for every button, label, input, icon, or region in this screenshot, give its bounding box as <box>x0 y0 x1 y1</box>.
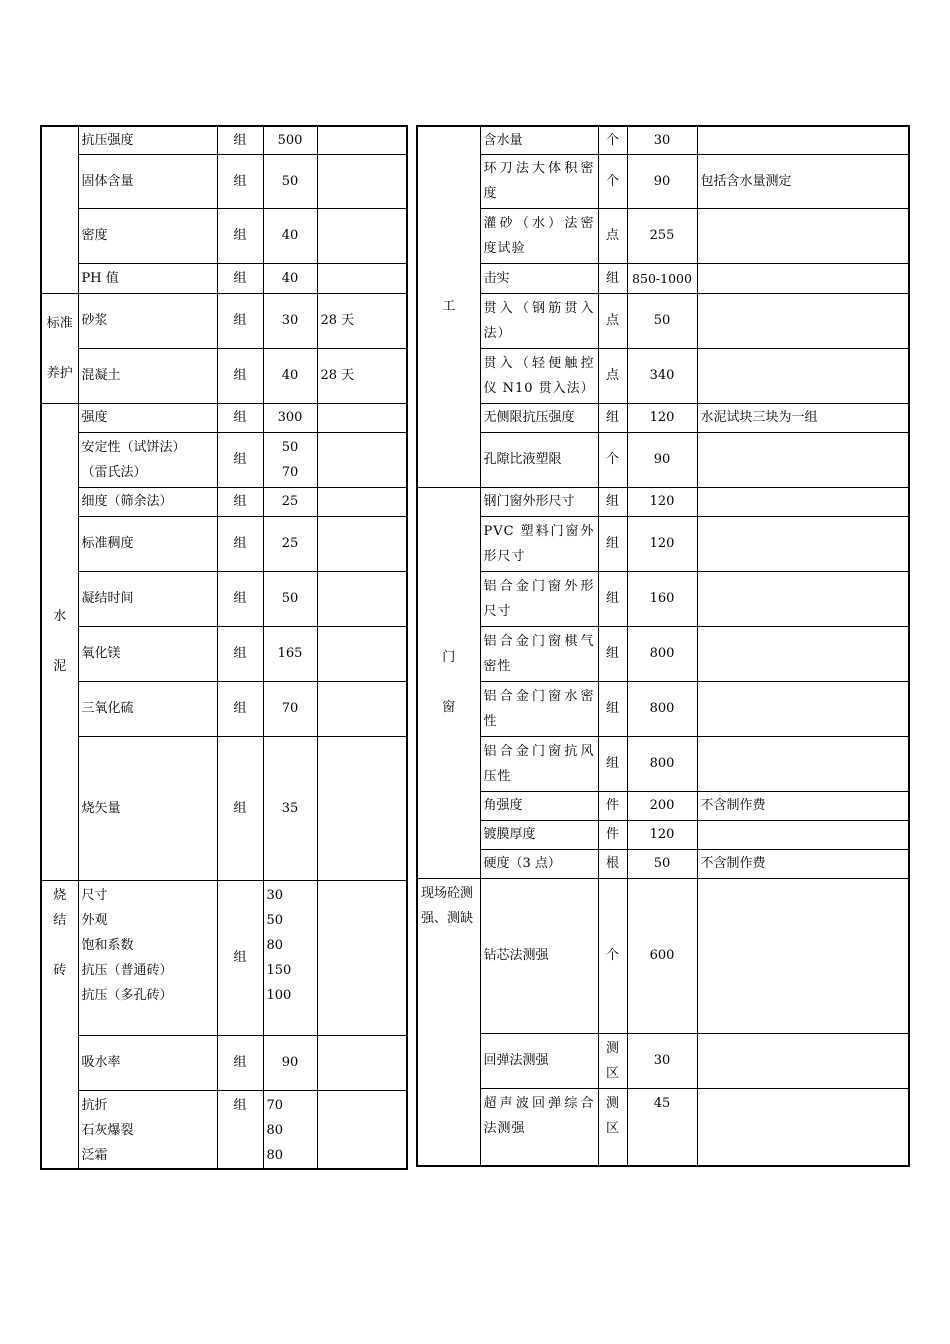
unit-cell: 组 <box>217 1090 263 1169</box>
note-cell <box>317 1090 407 1169</box>
table-row <box>41 880 407 1035</box>
table-row <box>417 208 909 263</box>
table-row <box>417 736 909 791</box>
note-cell <box>697 1033 909 1088</box>
note-cell <box>317 736 407 880</box>
table-row <box>417 348 909 403</box>
table-row <box>417 878 909 1033</box>
unit-cell: 组 <box>217 736 263 880</box>
price-cell: 600 <box>627 878 697 1033</box>
item-cell: 三氧化硫 <box>78 681 217 736</box>
table-row <box>417 126 909 154</box>
price-cell: 30 <box>627 1033 697 1088</box>
table-row <box>41 403 407 432</box>
note-cell <box>697 348 909 403</box>
unit-cell: 个 <box>598 878 627 1033</box>
group-label-door-window: 门 窗 <box>417 487 480 878</box>
note-cell <box>697 878 909 1033</box>
note-cell <box>697 626 909 681</box>
note-cell <box>697 681 909 736</box>
unit-cell: 组 <box>598 571 627 626</box>
item-cell: 凝结时间 <box>78 571 217 626</box>
item-cell: 钢门窗外形尺寸 <box>480 487 598 516</box>
unit-cell: 测 区 <box>598 1033 627 1088</box>
group-cell-blank <box>41 126 78 293</box>
table-row <box>417 154 909 208</box>
item-cell: 混凝土 <box>78 348 217 403</box>
item-cell: 孔隙比液塑限 <box>480 432 598 487</box>
group-label-std-cure: 标准 养护 <box>41 293 78 403</box>
price-cell: 40 <box>263 208 317 263</box>
item-cell: 镀膜厚度 <box>480 820 598 849</box>
item-cell: 铝合金门窗棋气密性 <box>480 626 598 681</box>
price-cell: 90 <box>263 1035 317 1090</box>
note-cell <box>697 736 909 791</box>
note-cell <box>697 487 909 516</box>
price-cell: 160 <box>627 571 697 626</box>
price-cell: 50 70 <box>263 432 317 487</box>
item-cell: 吸水率 <box>78 1035 217 1090</box>
item-cell: 无侧限抗压强度 <box>480 403 598 432</box>
table-row <box>417 1033 909 1088</box>
group-label-gong: 工 <box>417 126 480 487</box>
table-row <box>417 516 909 571</box>
table-row <box>417 681 909 736</box>
table-row <box>41 516 407 571</box>
unit-cell: 组 <box>598 516 627 571</box>
note-cell <box>317 681 407 736</box>
unit-cell: 点 <box>598 348 627 403</box>
note-cell <box>697 126 909 154</box>
item-cell: 含水量 <box>480 126 598 154</box>
note-cell <box>317 880 407 1035</box>
table-row <box>41 626 407 681</box>
table-row <box>417 571 909 626</box>
note-cell <box>317 263 407 293</box>
item-cell: 固体含量 <box>78 154 217 208</box>
price-cell: 50 <box>627 849 697 878</box>
table-row <box>41 681 407 736</box>
price-cell: 120 <box>627 516 697 571</box>
item-cell: 角强度 <box>480 791 598 820</box>
table-row <box>41 571 407 626</box>
price-cell: 90 <box>627 154 697 208</box>
price-cell: 800 <box>627 626 697 681</box>
table-row <box>417 1088 909 1166</box>
table-row <box>417 487 909 516</box>
item-cell: 钻芯法测强 <box>480 878 598 1033</box>
item-cell: 环刀法大体积密度 <box>480 154 598 208</box>
note-cell: 不含制作费 <box>697 791 909 820</box>
item-cell: 细度（筛余法） <box>78 487 217 516</box>
item-cell: 标准稠度 <box>78 516 217 571</box>
table-row <box>41 1090 407 1169</box>
note-cell: 28 天 <box>317 348 407 403</box>
item-cell: 贯入（轻便触控仪 N10 贯入法） <box>480 348 598 403</box>
item-cell: 氧化镁 <box>78 626 217 681</box>
note-cell <box>317 571 407 626</box>
price-cell: 50 <box>263 571 317 626</box>
price-cell: 90 <box>627 432 697 487</box>
price-cell: 70 80 80 <box>263 1090 317 1169</box>
item-cell: 贯入（钢筋贯入法） <box>480 293 598 348</box>
item-cell: 硬度（3 点） <box>480 849 598 878</box>
note-cell <box>317 154 407 208</box>
unit-cell: 组 <box>217 432 263 487</box>
price-cell: 50 <box>263 154 317 208</box>
note-cell <box>697 432 909 487</box>
price-cell: 120 <box>627 820 697 849</box>
item-cell: 烧矢量 <box>78 736 217 880</box>
table-row <box>41 1035 407 1090</box>
price-cell: 40 <box>263 348 317 403</box>
note-cell: 28 天 <box>317 293 407 348</box>
unit-cell: 点 <box>598 293 627 348</box>
note-cell <box>317 432 407 487</box>
table-row <box>41 487 407 516</box>
item-cell: 铝合金门窗抗风压性 <box>480 736 598 791</box>
unit-cell: 组 <box>217 1035 263 1090</box>
table-row <box>41 263 407 293</box>
note-cell: 包括含水量测定 <box>697 154 909 208</box>
unit-cell: 组 <box>217 403 263 432</box>
unit-cell: 组 <box>598 626 627 681</box>
price-cell: 40 <box>263 263 317 293</box>
price-cell: 120 <box>627 403 697 432</box>
price-cell: 500 <box>263 126 317 154</box>
item-cell: PH 值 <box>78 263 217 293</box>
item-cell: 灌砂（水）法密度试验 <box>480 208 598 263</box>
table-row <box>417 403 909 432</box>
unit-cell: 组 <box>217 626 263 681</box>
price-cell: 30 <box>627 126 697 154</box>
price-cell: 800 <box>627 681 697 736</box>
unit-cell: 个 <box>598 126 627 154</box>
unit-cell: 件 <box>598 791 627 820</box>
item-cell: 超声波回弹综合法测强 <box>480 1088 598 1166</box>
table-row <box>417 849 909 878</box>
price-cell: 300 <box>263 403 317 432</box>
item-cell: PVC 塑料门窗外形尺寸 <box>480 516 598 571</box>
item-cell: 安定性（试饼法） （雷氏法） <box>78 432 217 487</box>
price-cell: 35 <box>263 736 317 880</box>
note-cell <box>697 1088 909 1166</box>
note-cell: 不含制作费 <box>697 849 909 878</box>
left-price-table <box>40 125 408 1170</box>
table-row <box>417 432 909 487</box>
unit-cell: 组 <box>217 263 263 293</box>
unit-cell: 组 <box>598 487 627 516</box>
table-row <box>41 154 407 208</box>
price-cell: 30 50 80 150 100 <box>263 880 317 1035</box>
note-cell <box>317 516 407 571</box>
unit-cell: 组 <box>217 208 263 263</box>
price-cell: 120 <box>627 487 697 516</box>
unit-cell: 组 <box>598 736 627 791</box>
unit-cell: 组 <box>217 487 263 516</box>
unit-cell: 组 <box>598 681 627 736</box>
price-cell: 70 <box>263 681 317 736</box>
item-cell: 铝合金门窗外形尺寸 <box>480 571 598 626</box>
item-cell: 强度 <box>78 403 217 432</box>
table-row <box>41 736 407 880</box>
price-cell: 255 <box>627 208 697 263</box>
item-cell: 砂浆 <box>78 293 217 348</box>
group-label-cement: 水 泥 <box>41 403 78 880</box>
note-cell <box>697 820 909 849</box>
price-cell: 30 <box>263 293 317 348</box>
unit-cell: 组 <box>217 126 263 154</box>
price-cell: 25 <box>263 516 317 571</box>
unit-cell: 组 <box>217 571 263 626</box>
item-cell: 抗压强度 <box>78 126 217 154</box>
table-row <box>417 626 909 681</box>
unit-cell: 根 <box>598 849 627 878</box>
price-cell: 340 <box>627 348 697 403</box>
table-row <box>41 208 407 263</box>
price-cell: 165 <box>263 626 317 681</box>
note-cell <box>317 208 407 263</box>
note-cell: 水泥试块三块为一组 <box>697 403 909 432</box>
table-row <box>41 293 407 348</box>
note-cell <box>317 126 407 154</box>
price-cell: 45 <box>627 1088 697 1166</box>
unit-cell: 测 区 <box>598 1088 627 1166</box>
unit-cell: 组 <box>598 263 627 293</box>
group-label-field-concrete: 现场砼测强、测缺 <box>417 878 480 1166</box>
price-cell: 25 <box>263 487 317 516</box>
table-row <box>41 348 407 403</box>
table-row <box>417 293 909 348</box>
note-cell <box>697 516 909 571</box>
item-cell: 尺寸 外观 饱和系数 抗压（普通砖） 抗压（多孔砖） <box>78 880 217 1035</box>
unit-cell: 个 <box>598 432 627 487</box>
unit-cell: 点 <box>598 208 627 263</box>
table-row <box>417 820 909 849</box>
price-cell: 850-1000 <box>627 263 697 293</box>
price-cell: 50 <box>627 293 697 348</box>
note-cell <box>317 626 407 681</box>
unit-cell: 组 <box>217 348 263 403</box>
unit-cell: 组 <box>598 403 627 432</box>
table-row <box>417 263 909 293</box>
table-row <box>41 126 407 154</box>
unit-cell: 组 <box>217 516 263 571</box>
unit-cell: 组 <box>217 293 263 348</box>
price-cell: 800 <box>627 736 697 791</box>
item-cell: 击实 <box>480 263 598 293</box>
right-price-table <box>416 125 910 1167</box>
item-cell: 铝合金门窗水密性 <box>480 681 598 736</box>
price-cell: 200 <box>627 791 697 820</box>
unit-cell: 组 <box>217 880 263 1035</box>
item-cell: 回弹法测强 <box>480 1033 598 1088</box>
unit-cell: 件 <box>598 820 627 849</box>
unit-cell: 组 <box>217 681 263 736</box>
table-row <box>417 791 909 820</box>
item-cell: 密度 <box>78 208 217 263</box>
note-cell <box>317 1035 407 1090</box>
note-cell <box>697 571 909 626</box>
unit-cell: 个 <box>598 154 627 208</box>
note-cell <box>697 208 909 263</box>
table-row <box>41 432 407 487</box>
note-cell <box>697 263 909 293</box>
unit-cell: 组 <box>217 154 263 208</box>
group-label-brick: 烧 结 砖 <box>41 880 78 1169</box>
note-cell <box>317 487 407 516</box>
item-cell: 抗折 石灰爆裂 泛霜 <box>78 1090 217 1169</box>
note-cell <box>317 403 407 432</box>
note-cell <box>697 293 909 348</box>
